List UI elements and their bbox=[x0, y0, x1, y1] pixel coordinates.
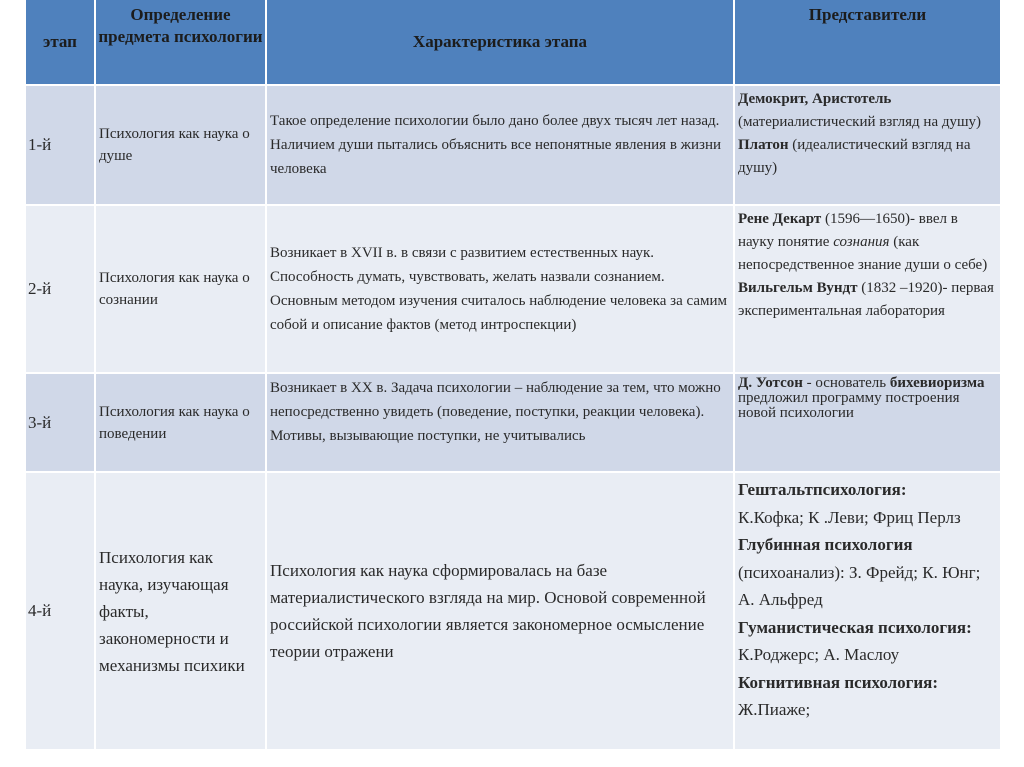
header-definition: Определение предмета психологии bbox=[96, 0, 265, 84]
header-characteristic: Характеристика этапа bbox=[267, 0, 733, 84]
rep-note: (как непосредственное знание души о себе) bbox=[738, 234, 988, 273]
rep-term: сознания bbox=[833, 234, 890, 250]
rep-note: (психоанализ): З. Фрейд; К. Юнг; А. Альфред bbox=[738, 562, 981, 609]
rep-note: предложил программу построения новой психологии bbox=[738, 390, 960, 421]
rep-wundt: Вильгельм Вундт bbox=[738, 280, 858, 296]
rep-note: (материалистический взгляд на душу) bbox=[738, 114, 982, 130]
row-4-definition: Психология как наука, изучающая факты, закономерности и механизмы психики bbox=[96, 473, 265, 749]
row-4-representatives bbox=[735, 473, 1000, 749]
rep-plato: Платон bbox=[738, 137, 789, 153]
rep-term: бихевиоризма bbox=[889, 375, 985, 391]
header-representatives: Представители bbox=[735, 0, 1000, 84]
rep-note: К.Кофка; К .Леви; Фриц Перлз bbox=[738, 507, 961, 527]
row-3-definition: Психология как наука о поведении bbox=[96, 374, 265, 471]
row-2-representatives bbox=[735, 206, 1000, 372]
rep-gestalt: Гештальтпсихология: bbox=[738, 480, 907, 499]
row-1-characteristic: Такое определение психологии было дано более двух тысяч лет назад. Наличием души пытались объяснить все непонятные явления в жизни человека bbox=[267, 86, 733, 204]
row-4-characteristic: Психология как наука сформировалась на базе материалистического взгляда на мир. Основой современной российской психологии является закономерное осмысление теории отражени bbox=[267, 473, 733, 749]
row-3-characteristic: Возникает в XX в. Задача психологии – наблюдение за тем, что можно непосредственно увидеть (поведение, поступки, реакции человека). Мотивы, вызывающие поступки, не учитывались bbox=[267, 374, 733, 471]
header-stage: этап bbox=[26, 0, 94, 84]
row-2-characteristic: Возникает в XVII в. в связи с развитием естественных наук. Способность думать, чувствовать, желать назвали сознанием. Основным методом изучения считалось наблюдение человека за самим собой и описание фактов (метод интроспекции) bbox=[267, 206, 733, 372]
rep-democritus-aristotle: Демокрит, Аристотель bbox=[738, 91, 892, 107]
rep-note: - основатель bbox=[802, 375, 890, 391]
rep-humanistic: Гуманистическая психология: bbox=[738, 617, 972, 637]
rep-cognitive: Когнитивная психология: bbox=[738, 672, 939, 692]
row-3-representatives bbox=[735, 374, 1000, 471]
rep-note: Ж.Пиаже; bbox=[738, 700, 811, 719]
rep-depth: Глубинная психология bbox=[738, 535, 913, 554]
row-4-stage: 4-й bbox=[26, 473, 94, 749]
psychology-stages-table bbox=[26, 0, 998, 748]
row-1-definition: Психология как наука о душе bbox=[96, 86, 265, 204]
rep-note: (1832 –1920)- первая экспериментальная лаборатория bbox=[738, 280, 994, 319]
rep-note: (идеалистический взгляд на душу) bbox=[738, 137, 971, 176]
row-2-stage: 2-й bbox=[26, 206, 94, 372]
rep-watson: Д. Уотсон bbox=[738, 375, 803, 391]
row-1-stage: 1-й bbox=[26, 86, 94, 204]
row-3-stage: 3-й bbox=[26, 374, 94, 471]
rep-note: (1596—1650)- ввел в науку понятие bbox=[738, 211, 958, 250]
rep-note: К.Роджерс; А. Маслоу bbox=[738, 645, 900, 664]
rep-descartes: Рене Декарт bbox=[738, 211, 822, 227]
row-2-definition: Психология как наука о сознании bbox=[96, 206, 265, 372]
row-1-representatives bbox=[735, 86, 1000, 204]
